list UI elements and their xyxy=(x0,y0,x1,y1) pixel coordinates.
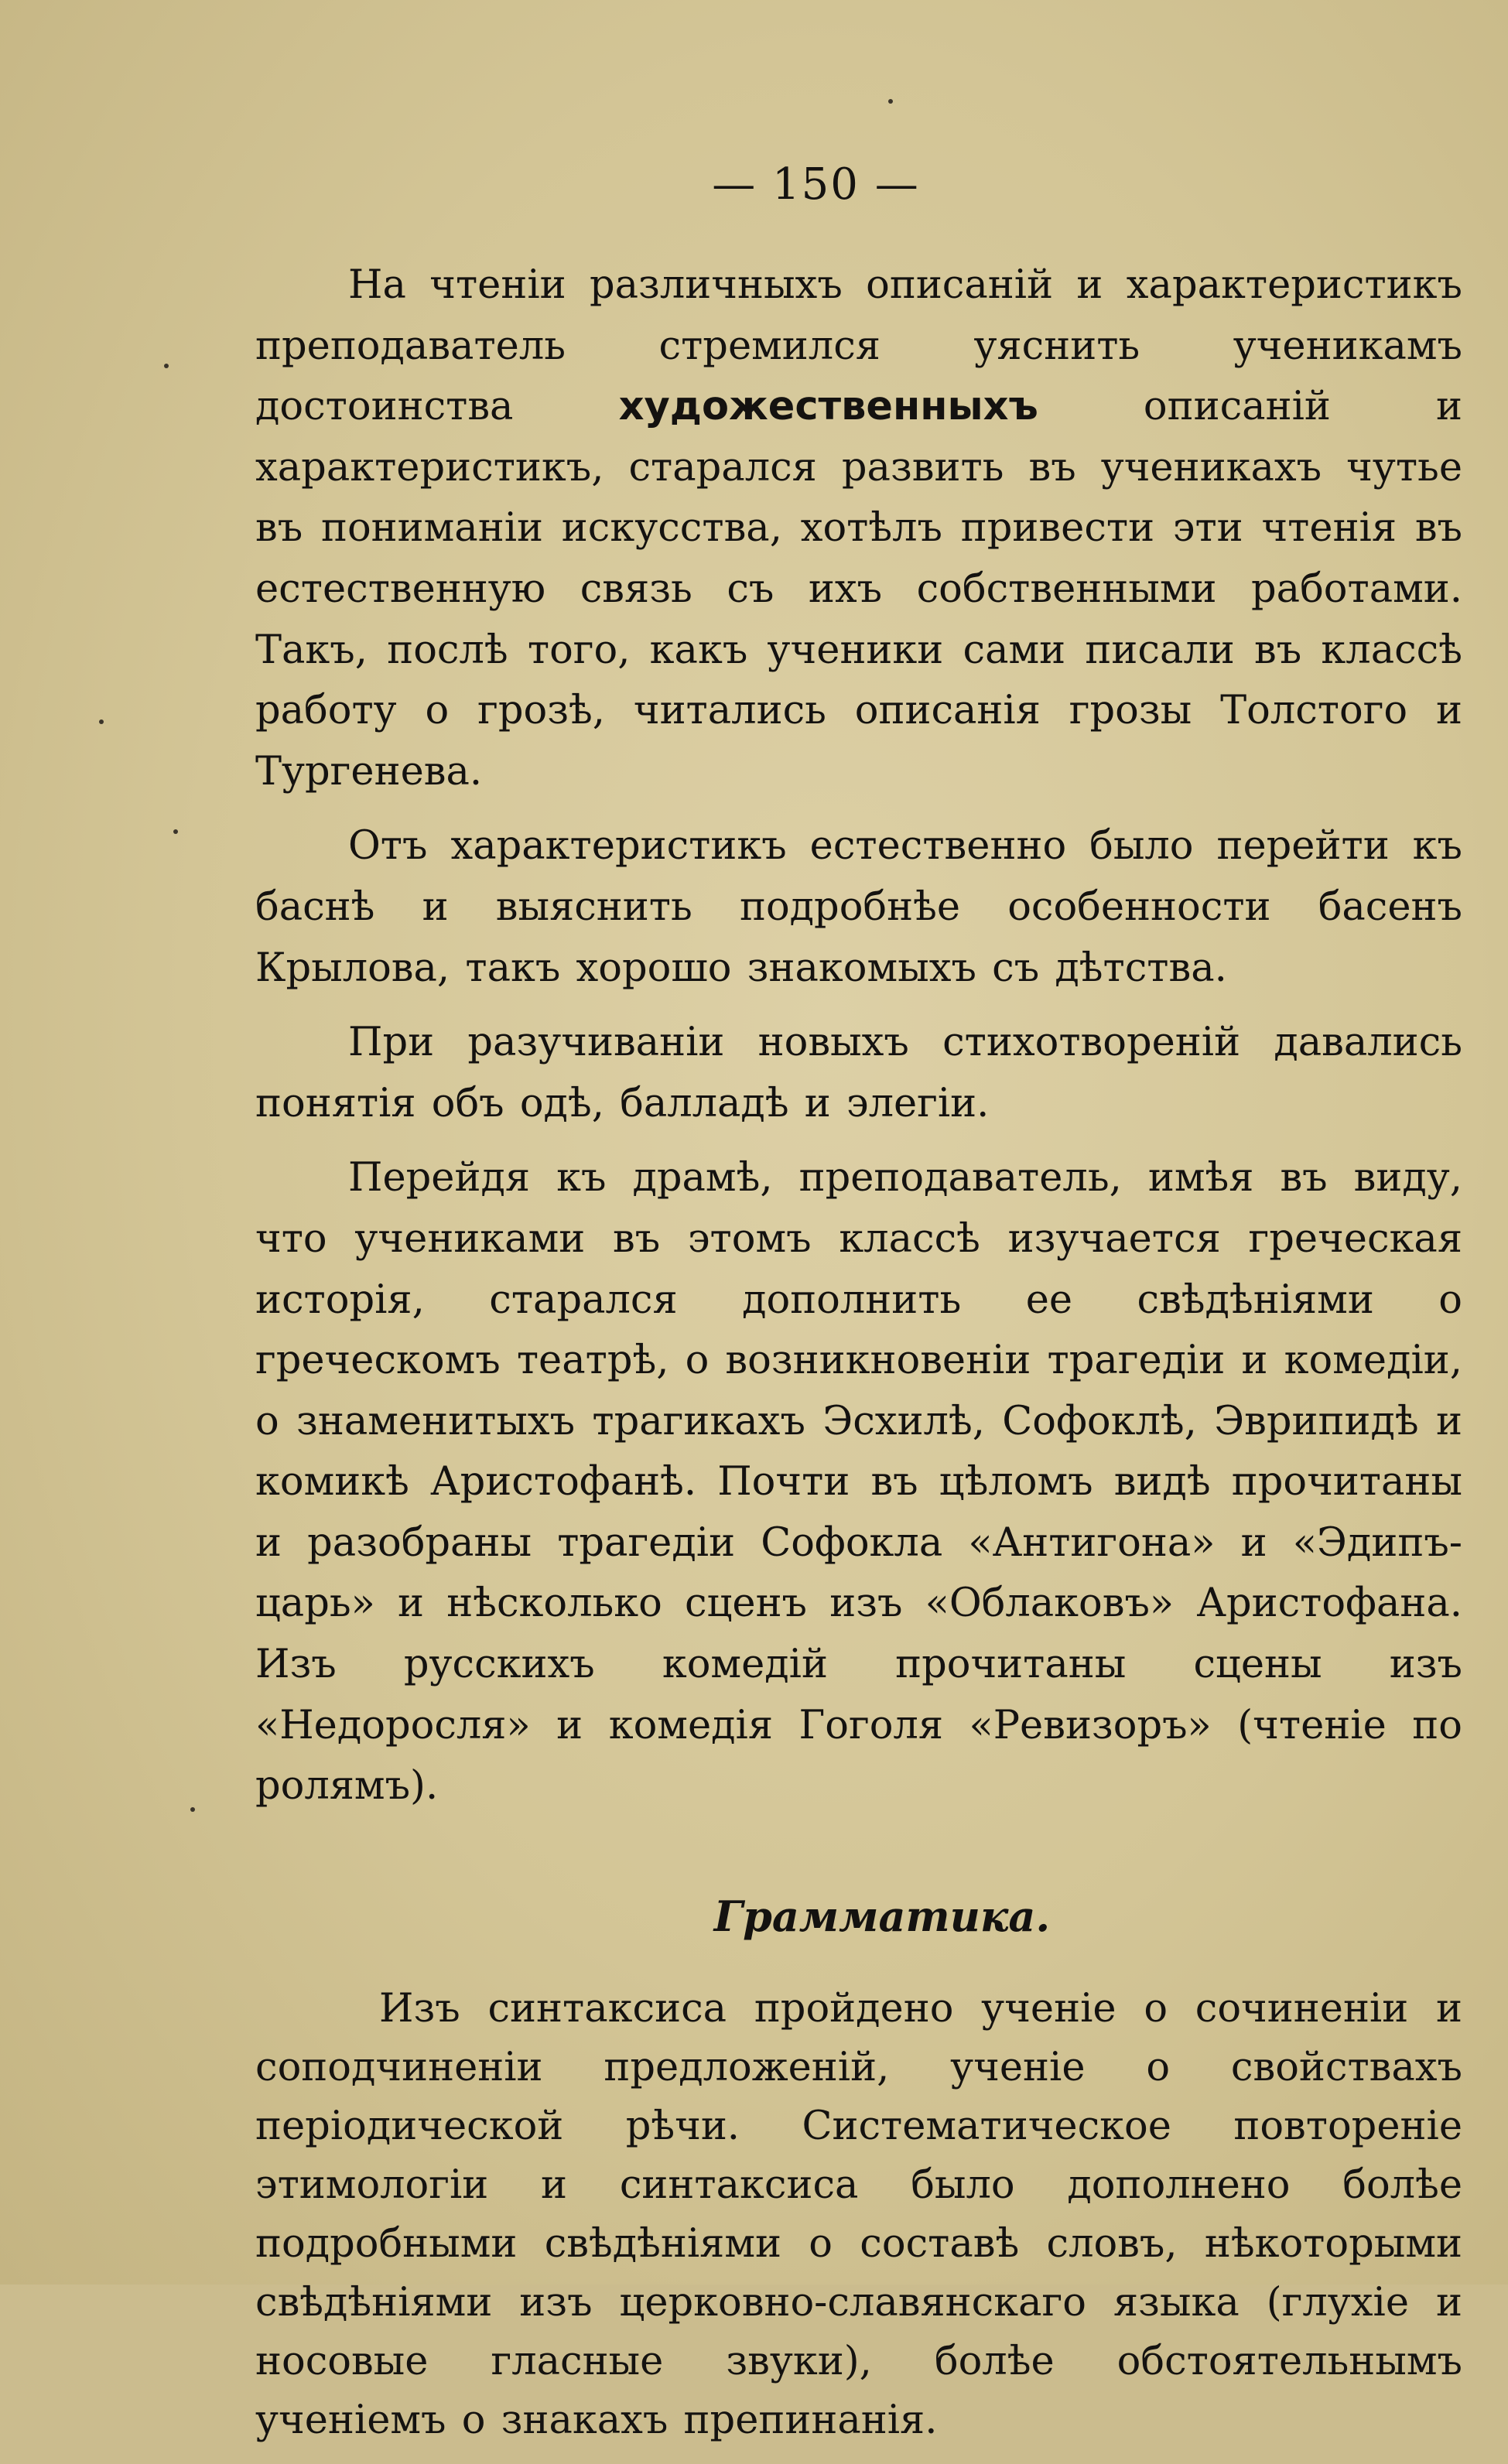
emphasized-word: художественныхъ xyxy=(618,384,1038,430)
section-heading: Грамматика. xyxy=(713,1891,1051,1941)
print-speck xyxy=(190,1807,195,1812)
print-speck xyxy=(164,364,169,368)
paragraph-drama: Перейдя къ драмѣ, преподаватель, имѣя въ виду, что учениками въ этомъ классѣ изучается греческая исторія, старался дополнить ее свѣдѣніями о греческомъ театрѣ, о возникновеніи трагедіи и комедіи, о знаменитыхъ трагикахъ Эсхилѣ, Софоклѣ, Эврипидѣ и комикѣ Аристофанѣ. Почти въ цѣломъ видѣ прочитаны и разобраны трагедіи Софокла «Антигона» и «Эдипъ-царь» и нѣсколько сценъ изъ «Облаковъ» Аристофана. Изъ русскихъ комедій прочитаны сцены изъ «Недоросля» и комедія Гоголя «Ревизоръ» (чтеніе по ролямъ). xyxy=(255,1155,1462,1810)
paragraph-poems: При разучиваніи новыхъ стихотвореній давались понятія объ одѣ, балладѣ и элегіи. xyxy=(255,1020,1462,1126)
print-speck xyxy=(888,99,893,104)
print-speck xyxy=(173,829,178,834)
paragraph-text: описаній и характеристикъ, старался развить въ ученикахъ чутье въ пониманіи искусства, хотѣлъ привести эти чтенія въ естественную связь съ ихъ собственными работами. Такъ, послѣ того, какъ ученики сами писали въ классѣ работу о грозѣ, читались описанія грозы Толстого и Тургенева. xyxy=(255,384,1462,795)
paragraph-fables: Отъ характеристикъ естественно было перейти къ баснѣ и выяснить подробнѣе особенности басенъ Крылова, такъ хорошо знакомыхъ съ дѣтства. xyxy=(255,823,1462,991)
paragraph-text: На чтеніи различныхъ описаній и характеристикъ преподаватель стремился уяснить ученикамъ достоинства xyxy=(255,262,1462,430)
body-text xyxy=(255,255,1462,2464)
print-speck xyxy=(99,719,104,724)
paragraph-grammar: Изъ синтаксиса пройдено ученіе о сочиненіи и соподчиненіи предложеній, ученіе о свойствахъ періодической рѣчи. Систематическое повтореніе этимологіи и синтаксиса было дополнено болѣе подробными свѣдѣніями о составѣ словъ, нѣкоторыми свѣдѣніями изъ церковно-славянскаго языка (глухіе и носовые гласные звуки), болѣе обстоятельнымъ ученіемъ о знакахъ препинанія. xyxy=(255,1985,1462,2443)
page-number: — 150 — xyxy=(712,159,920,210)
paragraph-descriptions xyxy=(255,255,1462,802)
